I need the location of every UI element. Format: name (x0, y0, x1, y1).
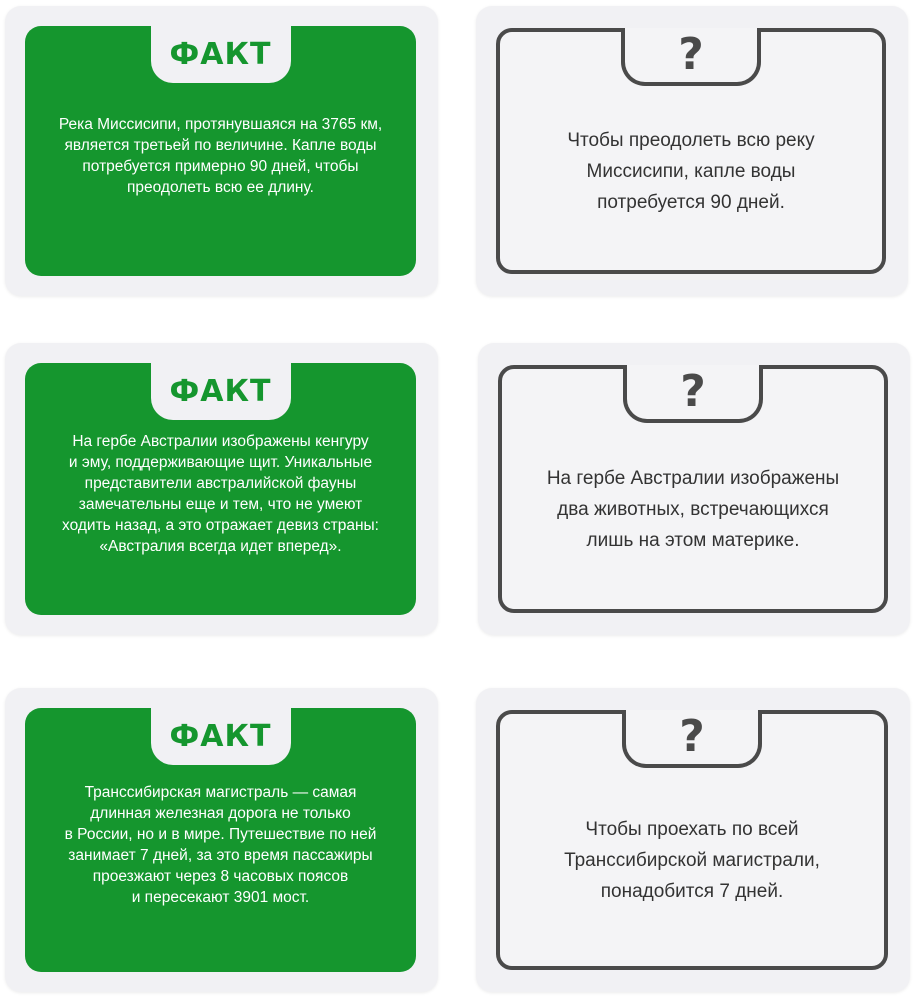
question-panel (496, 710, 888, 970)
question-card-2 (478, 343, 910, 635)
fact-panel (25, 708, 416, 972)
question-tab (623, 365, 763, 423)
fact-title: ФАКТ (169, 719, 272, 754)
question-mark-icon: ? (679, 711, 705, 762)
fact-card-2 (5, 343, 438, 635)
fact-panel (25, 26, 416, 276)
question-card-1 (476, 6, 908, 296)
fact-panel (25, 363, 416, 615)
fact-text: Транссибирская магистраль — самая длинная железная дорога не только в России, но и в мире. Путешествие по ней занимает 7 дней, за это время пассажиры проезжают через 8 часовых поясов и пересекают 3901 мост. (64, 784, 377, 906)
fact-title: ФАКТ (169, 374, 272, 409)
fact-card-3 (5, 688, 438, 992)
fact-text: На гербе Австралии изображены кенгуру и эму, поддерживающие щит. Уникальные представители австралийской фауны замечательны еще и тем, что не умеют ходить назад, а это отражает девиз страны: «Австралия всегда идет вперед». (62, 433, 379, 555)
question-text: Чтобы преодолеть всю реку Миссисипи, капле воды потребуется 90 дней. (567, 129, 815, 213)
fact-card-1 (5, 6, 438, 296)
question-tab (622, 710, 762, 768)
fact-title: ФАКТ (169, 37, 272, 72)
question-text: На гербе Австралии изображены два животных, встречающихся лишь на этом материке. (546, 467, 840, 551)
question-text: Чтобы проехать по всей Транссибирской магистрали, понадобится 7 дней. (564, 818, 820, 902)
question-card-3 (476, 688, 910, 992)
fact-text: Река Миссисипи, протянувшаяся на 3765 км, является третьей по величине. Капле воды потребуется примерно 90 дней, чтобы преодолеть всю ее длину. (58, 116, 383, 196)
question-panel (496, 28, 886, 274)
question-panel (498, 365, 888, 613)
question-mark-icon: ? (678, 29, 704, 80)
question-tab (621, 28, 761, 86)
question-mark-icon: ? (680, 366, 706, 417)
